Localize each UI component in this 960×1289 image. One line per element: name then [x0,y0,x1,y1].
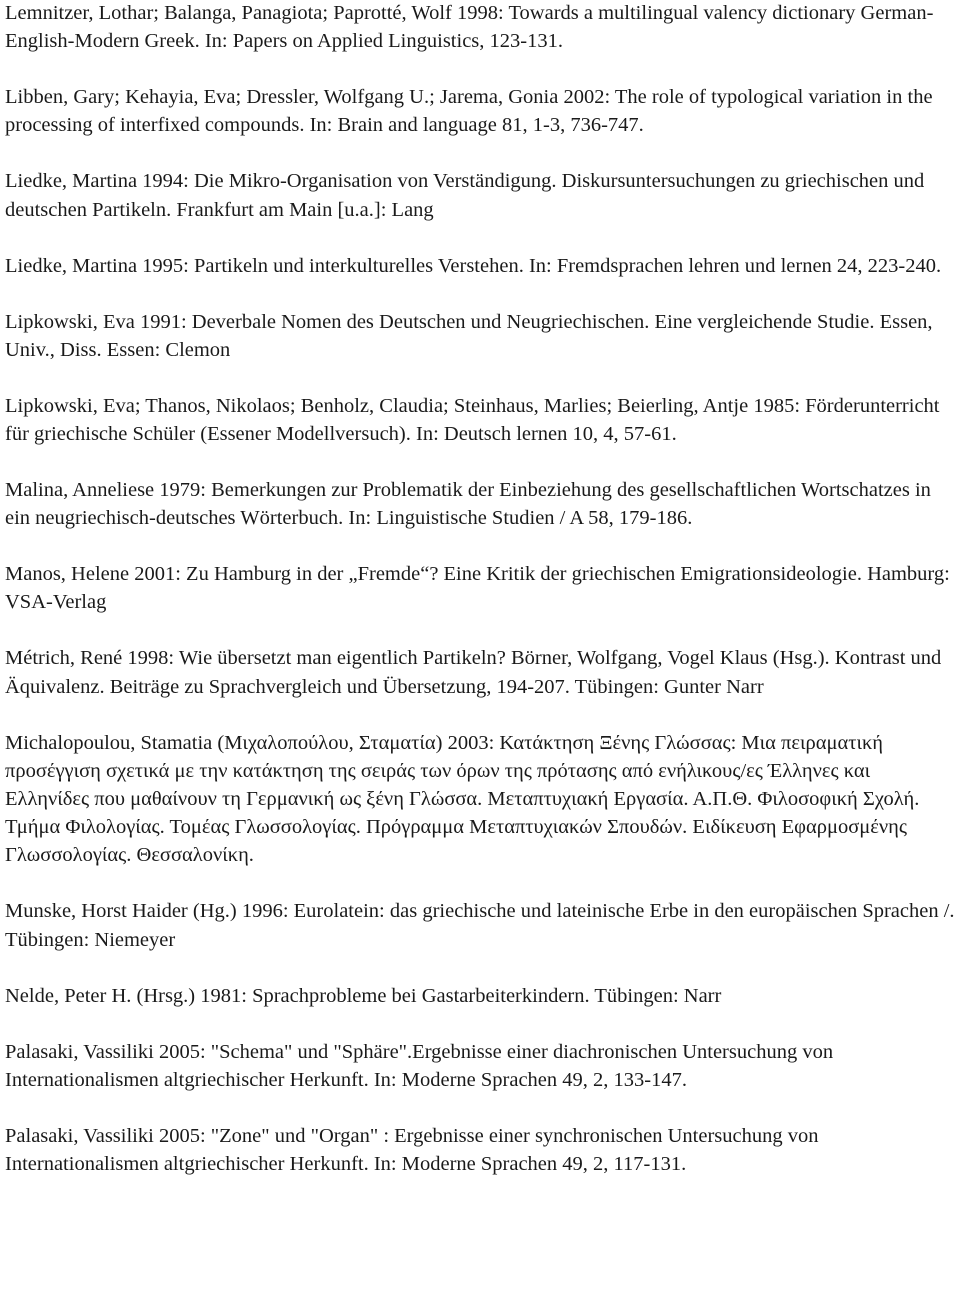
bibliography-entry-palasaki-schema [5,1038,957,1094]
entry-text: Métrich, René 1998: Wie übersetzt man eigentlich Partikeln? Börner, Wolfgang, Vogel Klaus (Hsg.). Kontrast und Äquivalenz. Beiträge zu Sprachvergleich und Übersetzung, 194-207. Tübingen: Gunter Narr [5,647,942,698]
entry-text: Liedke, Martina 1994: Die Mikro-Organisation von Verständigung. Diskursuntersuchungen zu griechischen und deutschen Partikeln. Frankfurt am Main [u.a.]: Lang [5,170,925,221]
entry-text: Lemnitzer, Lothar; Balanga, Panagiota; Paprotté, Wolf 1998: Towards a multilingual valency dictionary German-English-Modern Greek. In: Papers on Applied Linguistics, 123-131. [5,2,934,53]
bibliography-entry-liedke-1995 [5,252,957,280]
entry-text: Manos, Helene 2001: Zu Hamburg in der „Fremde“? Eine Kritik der griechischen Emigrationsideologie. Hamburg: VSA-Verlag [5,563,950,614]
bibliography-entry-munske [5,897,957,953]
entry-text: Palasaki, Vassiliki 2005: "Schema" und "Sphäre".Ergebnisse einer diachronischen Untersuchung von Internationalismen altgriechischer Herkunft. In: Moderne Sprachen 49, 2, 133-147. [5,1040,834,1091]
entry-text: Palasaki, Vassiliki 2005: "Zone" und "Organ" : Ergebnisse einer synchronischen Untersuchung von Internationalismen altgriechischer Herkunft. In: Moderne Sprachen 49, 2, 117-131. [5,1124,819,1176]
bibliography-entry-manos [5,560,957,616]
entry-text: Malina, Anneliese 1979: Bemerkungen zur Problematik der Einbeziehung des gesellschaftlichen Wortschatzes in ein neugriechisch-deutsches Wörterbuch. In: Linguistische Studien / A 58, 179-186. [5,479,931,530]
entry-text: Lipkowski, Eva 1991: Deverbale Nomen des Deutschen und Neugriechischen. Eine vergleichende Studie. Essen, Univ., Diss. Essen: Clemon [5,310,933,361]
entry-text: Munske, Horst Haider (Hg.) 1996: Eurolatein: das griechische und lateinische Erbe in den europäischen Sprachen /. Tübingen: Niemeyer [5,900,955,951]
bibliography-entry-nelde [5,982,957,1010]
entry-text: Libben, Gary; Kehayia, Eva; Dressler, Wolfgang U.; Jarema, Gonia 2002: The role of typological variation in the processing of interfixed compounds. In: Brain and language 81, 1-3, 736-747. [5,86,933,137]
bibliography-entry-lemnitzer [5,0,957,55]
bibliography-entry-palasaki-zone [5,1122,957,1178]
bibliography-entry-malina [5,476,957,532]
bibliography-entry-michalopoulou [5,729,957,870]
bibliography-entry-libben [5,83,957,139]
entry-text: Lipkowski, Eva; Thanos, Nikolaos; Benholz, Claudia; Steinhaus, Marlies; Beierling, Antje 1985: Förderunterricht für griechische Schüler (Essener Modellversuch). In: Deutsch lernen 10, 4, 57-61. [5,394,940,446]
bibliography-entry-lipkowski-1985 [5,392,957,448]
entry-text: Nelde, Peter H. (Hrsg.) 1981: Sprachprobleme bei Gastarbeiterkindern. Tübingen: Narr [5,984,722,1007]
bibliography-entry-metrich [5,644,957,700]
entry-text: Liedke, Martina 1995: Partikeln und interkulturelles Verstehen. In: Fremdsprachen lehren und lernen 24, 223-240. [5,254,942,277]
bibliography-entry-liedke-1994 [5,167,957,223]
entry-text: Michalopoulou, Stamatia (Μιχαλοπούλου, Σταματία) 2003: Κατάκτηση Ξένης Γλώσσας: Μια πειραματική προσέγγιση σχετικά με την κατάκτηση της σειράς των όρων της πρότασης από ενήλικους/ες Έλληνες και Ελληνίδες που μαθαίνουν τη Γερμανική ως ξένη Γλώσσα. Μεταπτυχιακή Εργασία. Α.Π.Θ. Φιλοσοφική Σχολή. Τμήμα Φιλολογίας. Τομέας Γλωσσολογίας. Πρόγραμμα Μεταπτυχιακών Σπουδών. Ειδίκευση Εφαρμοσμένης Γλωσσολογίας. Θεσσαλονίκη. [5,731,920,867]
bibliography-entry-lipkowski-1991 [5,308,957,364]
bibliography-page [5,0,957,1206]
